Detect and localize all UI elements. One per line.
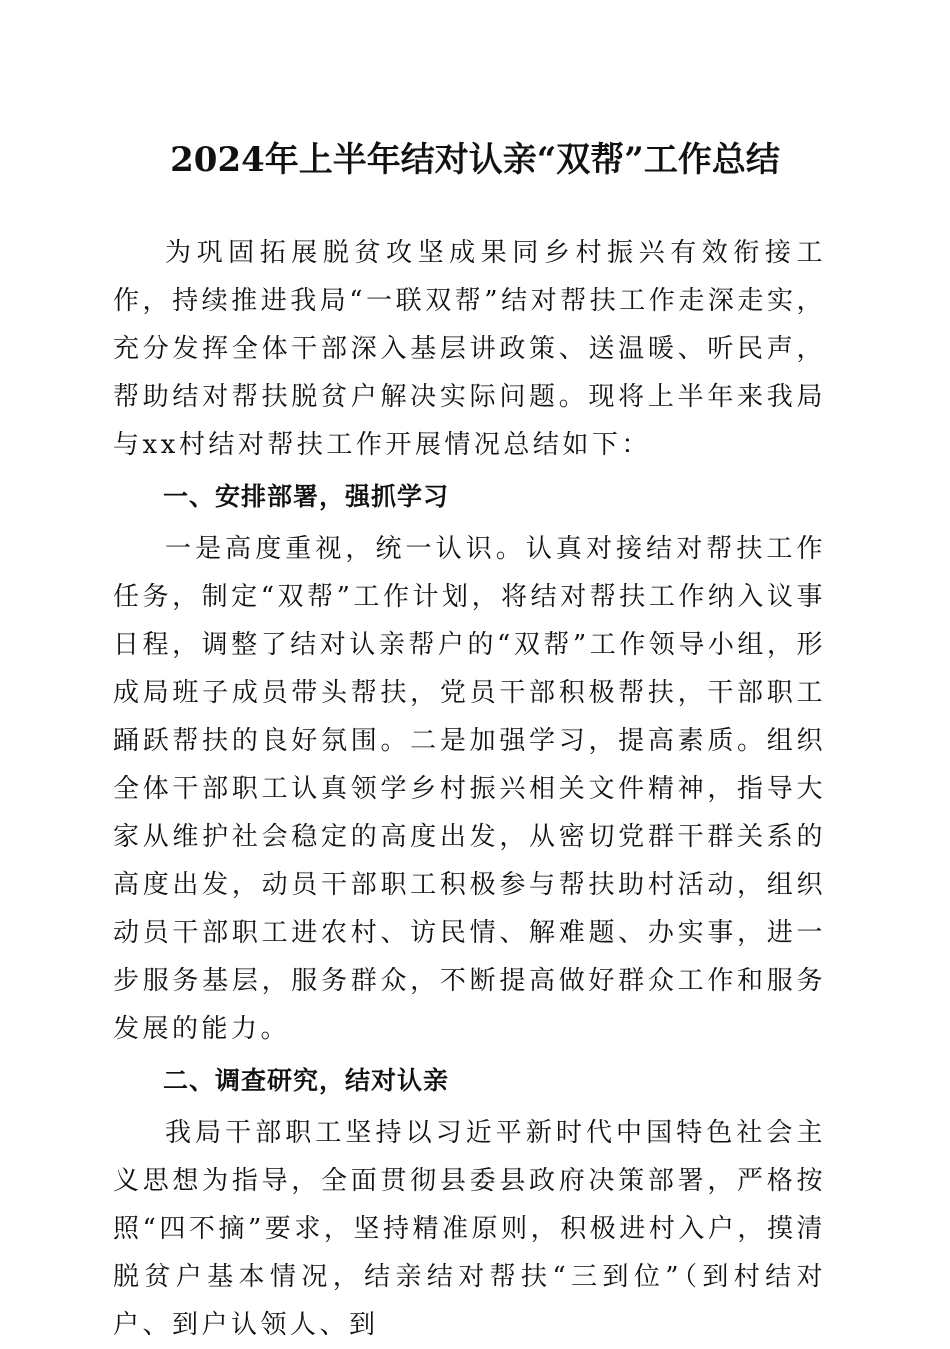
section-1-paragraph: 一是高度重视，统一认识。认真对接结对帮扶工作任务，制定“双帮”工作计划，将结对帮扶工作纳入议事日程，调整了结对认亲帮户的“双帮”工作领导小组，形成局班子成员带头帮扶，党员干部积极帮扶，干部职工踊跃帮扶的良好氛围。二是加强学习，提高素质。组织全体干部职工认真领学乡村振兴相关文件精神，指导大家从维护社会稳定的高度出发，从密切党群干群关系的高度出发，动员干部职工积极参与帮扶助村活动，组织动员干部职工进农村、访民情、解难题、办实事，进一步服务基层，服务群众，不断提高做好群众工作和服务发展的能力。 bbox=[113, 534, 826, 1044]
document-body bbox=[113, 229, 826, 1349]
section-2-paragraph: 我局干部职工坚持以习近平新时代中国特色社会主义思想为指导，全面贯彻县委县政府决策部署，严格按照“四不摘”要求，坚持精准原则，积极进村入户，摸清脱贫户基本情况，结亲结对帮扶“三到位”（到村结对户、到户认领人、到 bbox=[113, 1118, 826, 1340]
document-title: 2024年上半年结对认亲“双帮”工作总结 bbox=[170, 140, 780, 180]
section-2-heading: 二、调查研究，结对认亲 bbox=[163, 1066, 450, 1095]
section-1-heading: 一、安排部署，强抓学习 bbox=[163, 482, 450, 511]
intro-paragraph: 为巩固拓展脱贫攻坚成果同乡村振兴有效衔接工作，持续推进我局“一联双帮”结对帮扶工作走深走实，充分发挥全体干部深入基层讲政策、送温暖、听民声，帮助结对帮扶脱贫户解决实际问题。现将上半年来我局与xx村结对帮扶工作开展情况总结如下： bbox=[113, 238, 826, 460]
